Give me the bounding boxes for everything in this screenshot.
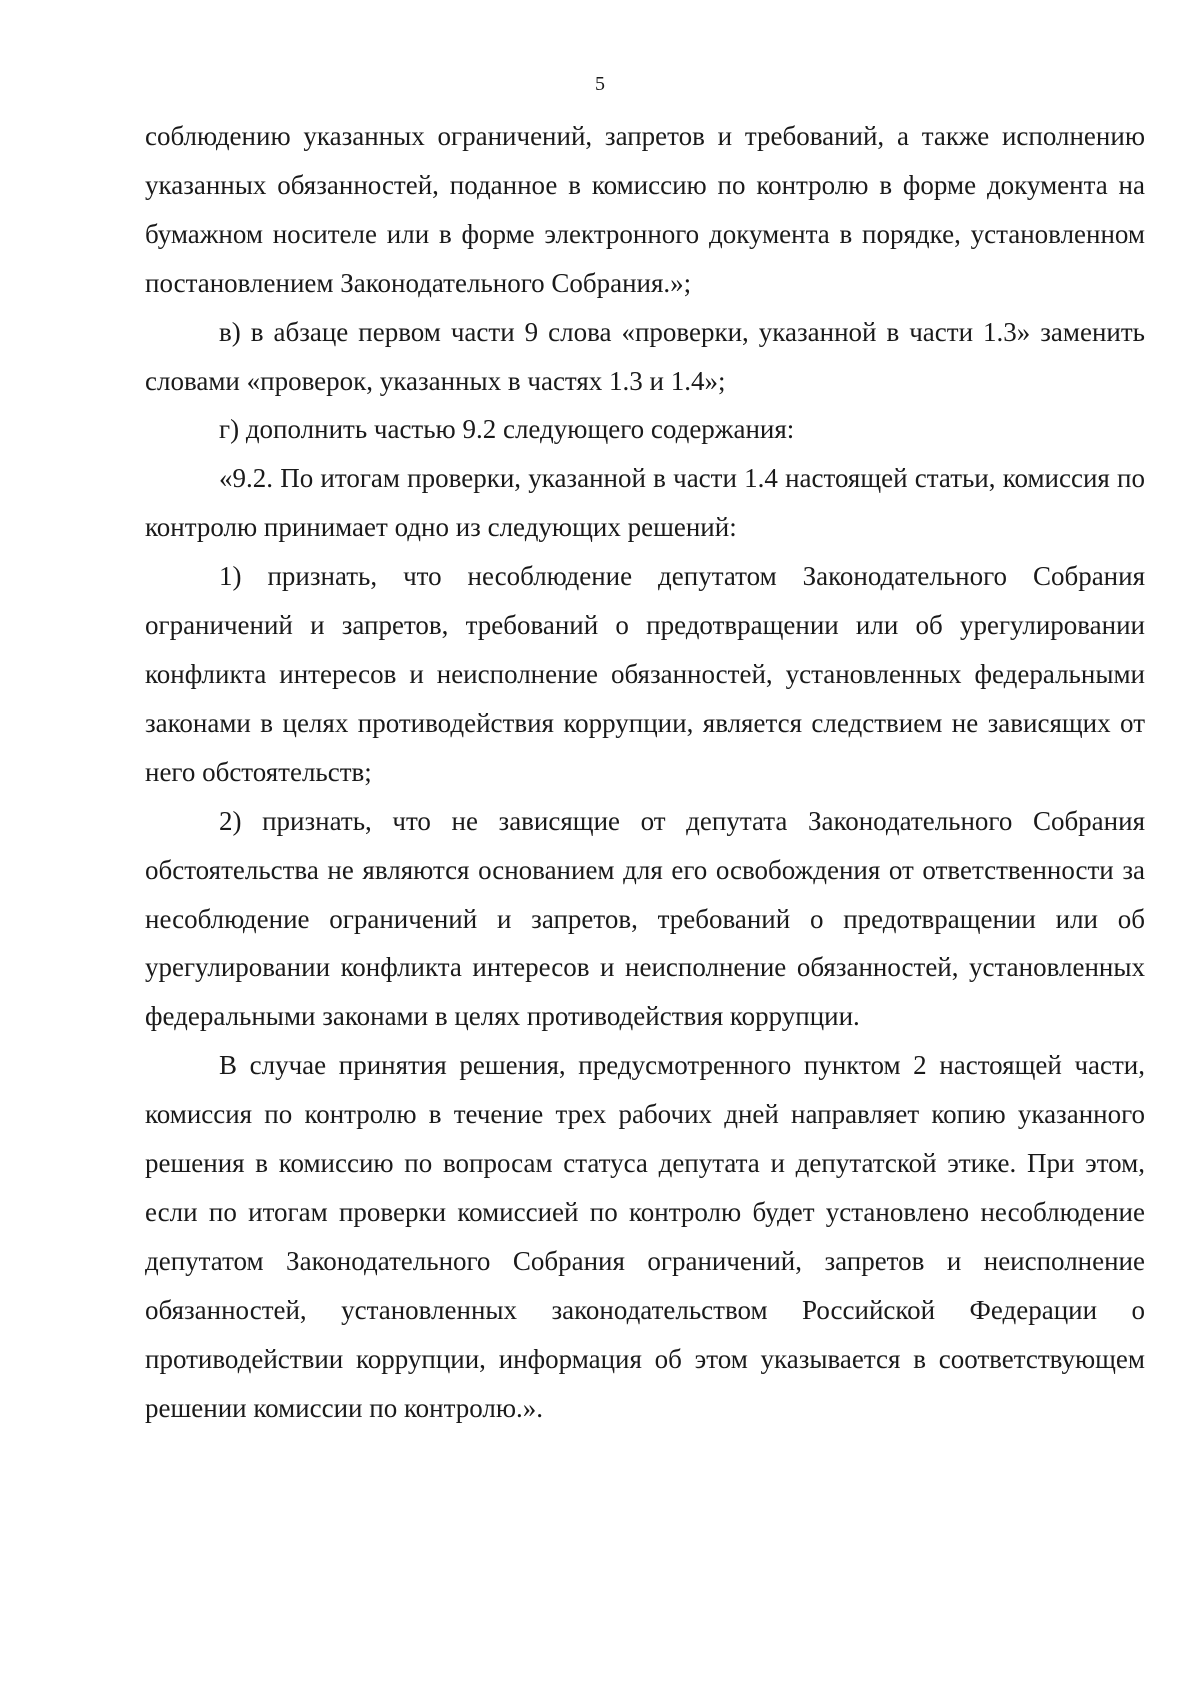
paragraph-item-v: в) в абзаце первом части 9 слова «проверки, указанной в части 1.3» заменить словами «проверок, указанных в частях 1.3 и 1.4»; (145, 316, 1145, 396)
paragraph-item-g: г) дополнить частью 9.2 следующего содержания: (219, 414, 795, 445)
paragraph-decision-2: 2) признать, что не зависящие от депутата Законодательного Собрания обстоятельства не являются основанием для его освобождения от ответственности за несоблюдение ограничений и запретов, требований о предотвращении или об урегулировании конфликта интересов и неисполнение обязанностей, установленных федеральными законами в целях противодействия коррупции. (145, 805, 1145, 1032)
paragraph-final: В случае принятия решения, предусмотренного пунктом 2 настоящей части, комиссия по контролю в течение трех рабочих дней направляет копию указанного решения в комиссию по вопросам статуса депутата и депутатской этике. При этом, если по итогам проверки комиссией по контролю будет установлено несоблюдение депутатом Законодательного Собрания ограничений, запретов и неисполнение обязанностей, установленных законодательством Российской Федерации о противодействии коррупции, информация об этом указывается в соответствующем решении комиссии по контролю.». (145, 1050, 1145, 1423)
document-body (145, 112, 1145, 1432)
paragraph-decision-1: 1) признать, что несоблюдение депутатом Законодательного Собрания ограничений и запретов, требований о предотвращении или об урегулировании конфликта интересов и неисполнение обязанностей, установленных федеральными законами в целях противодействия коррупции, является следствием не зависящих от него обстоятельств; (145, 561, 1145, 787)
paragraph-part-9-2: «9.2. По итогам проверки, указанной в части 1.4 настоящей статьи, комиссия по контролю принимает одно из следующих решений: (145, 463, 1145, 543)
paragraph-continuation: соблюдению указанных ограничений, запретов и требований, а также исполнению указанных обязанностей, поданное в комиссию по контролю в форме документа на бумажном носителе или в форме электронного документа в порядке, установленном постановлением Законодательного Собрания.»; (145, 121, 1145, 298)
page-number: 5 (595, 73, 605, 95)
